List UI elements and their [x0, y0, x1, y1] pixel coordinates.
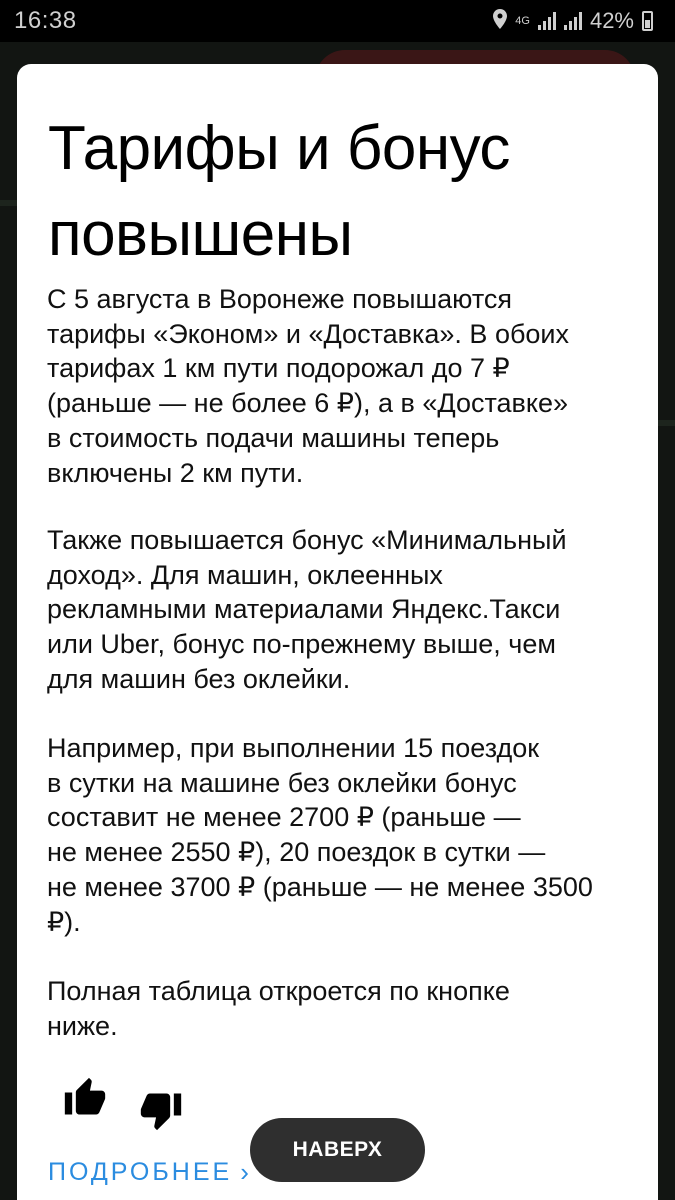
paragraph: [47, 523, 637, 697]
text-line: ниже.: [47, 1010, 118, 1041]
chevron-right-icon: ›: [240, 1157, 252, 1187]
thumbs-up-icon[interactable]: [63, 1076, 107, 1120]
text-line: С 5 августа в Воронеже повышаются: [47, 284, 513, 314]
more-label: ПОДРОБНЕЕ: [48, 1158, 233, 1186]
card-title: [48, 106, 628, 278]
scroll-to-top-button[interactable]: НАВЕРХ: [250, 1118, 425, 1182]
battery-icon: [642, 11, 653, 31]
thumbs-down-icon[interactable]: [139, 1088, 183, 1132]
text-line: для машин без оклейки.: [47, 663, 351, 694]
location-icon: [493, 9, 507, 34]
signal-icon: [564, 12, 582, 30]
text-line: в сутки на машине без оклейки бонус: [47, 767, 517, 798]
title-line: Тарифы и бонус: [48, 114, 510, 183]
signal-icon: [538, 12, 556, 30]
text-line: или Uber, бонус по-прежнему выше, чем: [47, 629, 556, 660]
map-road: [0, 200, 17, 206]
status-time: 16:38: [14, 7, 77, 34]
network-type: 4G: [515, 15, 530, 27]
status-icons: [493, 8, 653, 34]
paragraph: [47, 282, 637, 490]
text-line: тарифы «Эконом» и «Доставка». В обоих: [47, 318, 570, 349]
text-line: не менее 3700 ₽ (раньше — не менее 3500: [47, 871, 593, 902]
text-line: рекламными материалами Яндекс.Такси: [47, 594, 561, 625]
map-road: [658, 420, 675, 426]
text-line: Полная таблица откроется по кнопке: [47, 976, 510, 1006]
news-card: [17, 64, 658, 1200]
title-line: повышены: [48, 200, 353, 269]
text-line: не менее 2550 ₽), 20 поездок в сутки —: [47, 837, 546, 868]
status-bar: [0, 0, 675, 42]
battery-percent: 42%: [589, 8, 634, 33]
text-line: доход». Для машин, оклеенных: [47, 559, 443, 590]
text-line: (раньше — не более 6 ₽), а в «Доставке»: [47, 388, 569, 419]
more-link[interactable]: [48, 1157, 252, 1188]
text-line: Например, при выполнении 15 поездок: [47, 733, 540, 763]
text-line: в стоимость подачи машины теперь: [47, 422, 500, 453]
text-line: составит не менее 2700 ₽ (раньше —: [47, 802, 521, 833]
text-line: тарифах 1 км пути подорожал до 7 ₽: [47, 353, 510, 384]
text-line: Также повышается бонус «Минимальный: [47, 525, 567, 555]
text-line: включены 2 км пути.: [47, 457, 304, 488]
text-line: ₽).: [47, 906, 81, 937]
paragraph: [47, 731, 637, 939]
paragraph: [47, 974, 637, 1043]
